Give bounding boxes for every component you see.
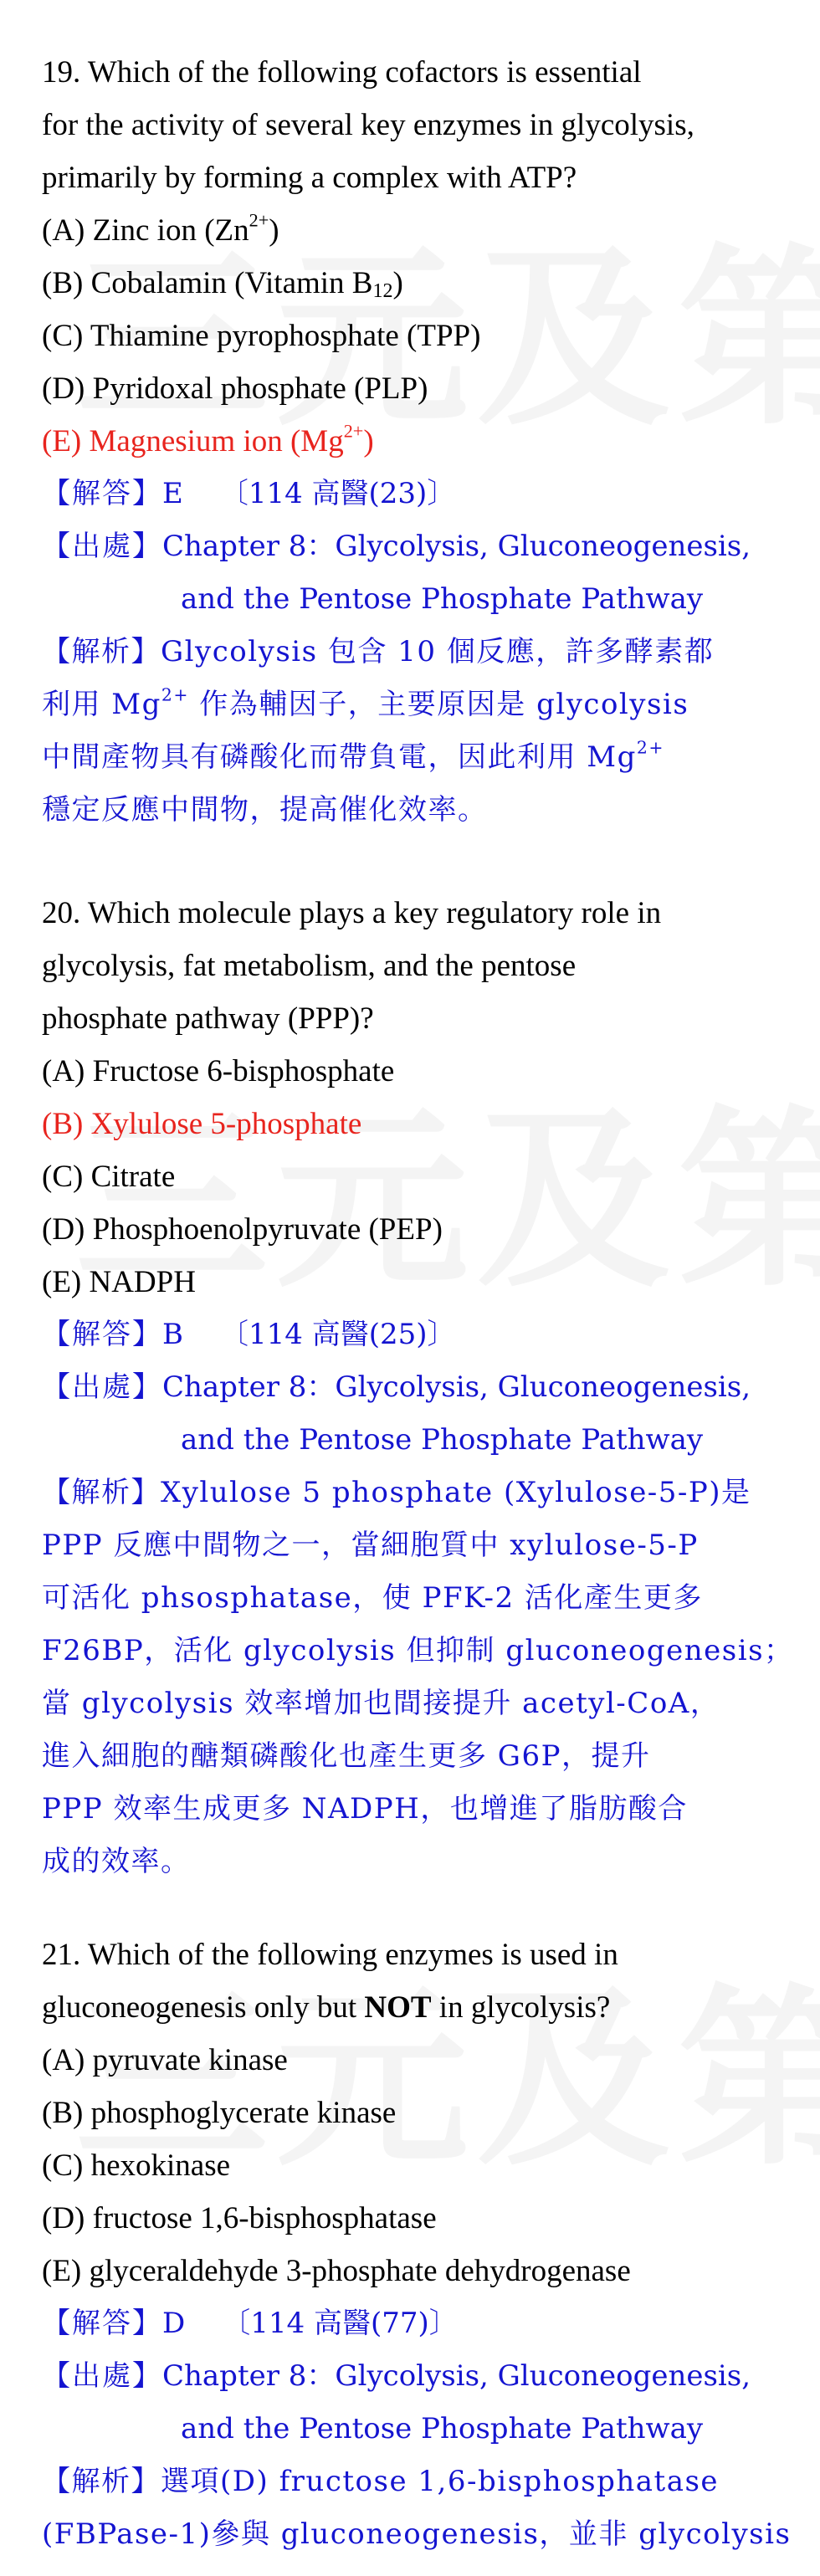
option-d: (D) Phosphoenolpyruvate (PEP) (42, 1212, 443, 1247)
explanation-line: 利用 $Mg^{2+}$ 作為輔因子，主要原因是 glycolysis (42, 684, 689, 721)
answer-line (42, 468, 795, 520)
option-c: (C) Thiamine pyrophosphate (TPP) (42, 319, 481, 353)
question-20 (42, 887, 795, 1888)
answer-line (42, 2297, 795, 2350)
explanation-line: PPP 反應中間物之一，當細胞質中 xylulose-5-P (42, 1529, 699, 1562)
answer-tag: 【解答】 (42, 1318, 162, 1351)
explanation-line: 可活化 phsosphatase，使 PFK-2 活化產生更多 (42, 1581, 703, 1615)
option-e: (E) NADPH (42, 1265, 196, 1299)
option-a: (A) Fructose 6-bisphosphate (42, 1054, 395, 1088)
answer-reference: 〔114 高醫(25)〕 (220, 1318, 456, 1351)
explanation-line: 穩定反應中間物，提高催化效率。 (42, 793, 488, 827)
explanation-line: 【解析】選項(D) fructose 1,6-bisphosphatase (42, 2465, 720, 2498)
option-b: (B) Cobalamin (Vitamin $B_{12}$) (42, 266, 403, 302)
explanation-tag: 【解析】 (42, 1476, 161, 1509)
explanation-line: PPP 效率生成更多 NADPH，也增進了脂肪酸合 (42, 1792, 688, 1826)
source-line-continued: and the Pentose Phosphate Pathway (181, 1423, 704, 1457)
source-line: 【出處】Chapter 8：Glycolysis, Gluconeogenesis, (42, 530, 751, 563)
option-e-correct: (E) Magnesium ion $(Mg^{2+})$ (42, 420, 374, 458)
option-a: (A) Zinc ion $(Zn^{2+})$ (42, 209, 279, 248)
explanation-line: 當 glycolysis 效率增加也間接提升 acetyl-CoA， (42, 1687, 720, 1720)
source-line: 【出處】Chapter 8：Glycolysis, Gluconeogenesis, (42, 1370, 751, 1404)
question-stem-line: 19. Which of the following cofactors is essential (42, 55, 642, 90)
option-c: (C) hexokinase (42, 2148, 231, 2183)
question-stem-line: glycolysis, fat metabolism, and the pentose (42, 949, 577, 983)
explanation-line: F26BP，活化 glycolysis 但抑制 gluconeogenesis； (42, 1634, 794, 1667)
explanation-line: 進入細胞的醣類磷酸化也產生更多 G6P，提升 (42, 1739, 651, 1773)
option-d: (D) fructose 1,6-bisphosphatase (42, 2201, 437, 2235)
answer-tag: 【解答】 (42, 2307, 162, 2340)
source-tag: 【出處】 (42, 530, 162, 563)
source-line-continued: and the Pentose Phosphate Pathway (181, 582, 704, 616)
explanation-line: (FBPase-1)參與 gluconeogenesis，並非 glycolysis (42, 2517, 792, 2551)
option-b: (B) phosphoglycerate kinase (42, 2096, 397, 2130)
source-line: 【出處】Chapter 8：Glycolysis, Gluconeogenesis, (42, 2359, 751, 2393)
answer-value: E (162, 477, 183, 510)
option-a: (A) pyruvate kinase (42, 2043, 288, 2077)
answer-line (42, 1308, 795, 1361)
question-stem-line: 20. Which molecule plays a key regulatory role in (42, 896, 662, 930)
answer-reference: 〔114 高醫(77)〕 (222, 2307, 458, 2340)
option-c: (C) Citrate (42, 1160, 176, 1194)
explanation-line: 中間產物具有磷酸化而帶負電，因此利用 $Mg^{2+}$ (42, 737, 664, 774)
question-stem-line: gluconeogenesis only but NOT in glycolysis? (42, 1990, 611, 2025)
explanation-line: 成的效率。 (42, 1845, 191, 1878)
answer-value: B (162, 1318, 183, 1351)
source-tag: 【出處】 (42, 1370, 162, 1404)
option-b-correct: (B) Xylulose 5-phosphate (42, 1107, 362, 1141)
answer-value: D (162, 2307, 186, 2340)
question-stem-line: 21. Which of the following enzymes is used in (42, 1938, 618, 1972)
answer-reference: 〔114 高醫(23)〕 (219, 477, 456, 510)
answer-tag: 【解答】 (42, 477, 162, 510)
question-stem-line: phosphate pathway (PPP)? (42, 1001, 374, 1036)
explanation-tag: 【解析】 (42, 2465, 161, 2498)
explanation-line: 【解析】Xylulose 5 phosphate (Xylulose-5-P)是 (42, 1476, 751, 1509)
question-stem-line: primarily by forming a complex with ATP? (42, 161, 577, 195)
option-e: (E) glyceraldehyde 3-phosphate dehydrogenase (42, 2254, 631, 2288)
source-tag: 【出處】 (42, 2359, 162, 2393)
explanation-tag: 【解析】 (42, 635, 161, 668)
explanation-line: 【解析】Glycolysis 包含 10 個反應，許多酵素都 (42, 635, 715, 668)
option-d: (D) Pyridoxal phosphate (PLP) (42, 371, 428, 406)
source-line-continued: and the Pentose Phosphate Pathway (181, 2412, 704, 2445)
question-19 (42, 46, 795, 837)
emphasis-not: NOT (364, 1990, 432, 2025)
question-stem-line: for the activity of several key enzymes in glycolysis, (42, 108, 694, 142)
question-21 (42, 1928, 795, 2561)
